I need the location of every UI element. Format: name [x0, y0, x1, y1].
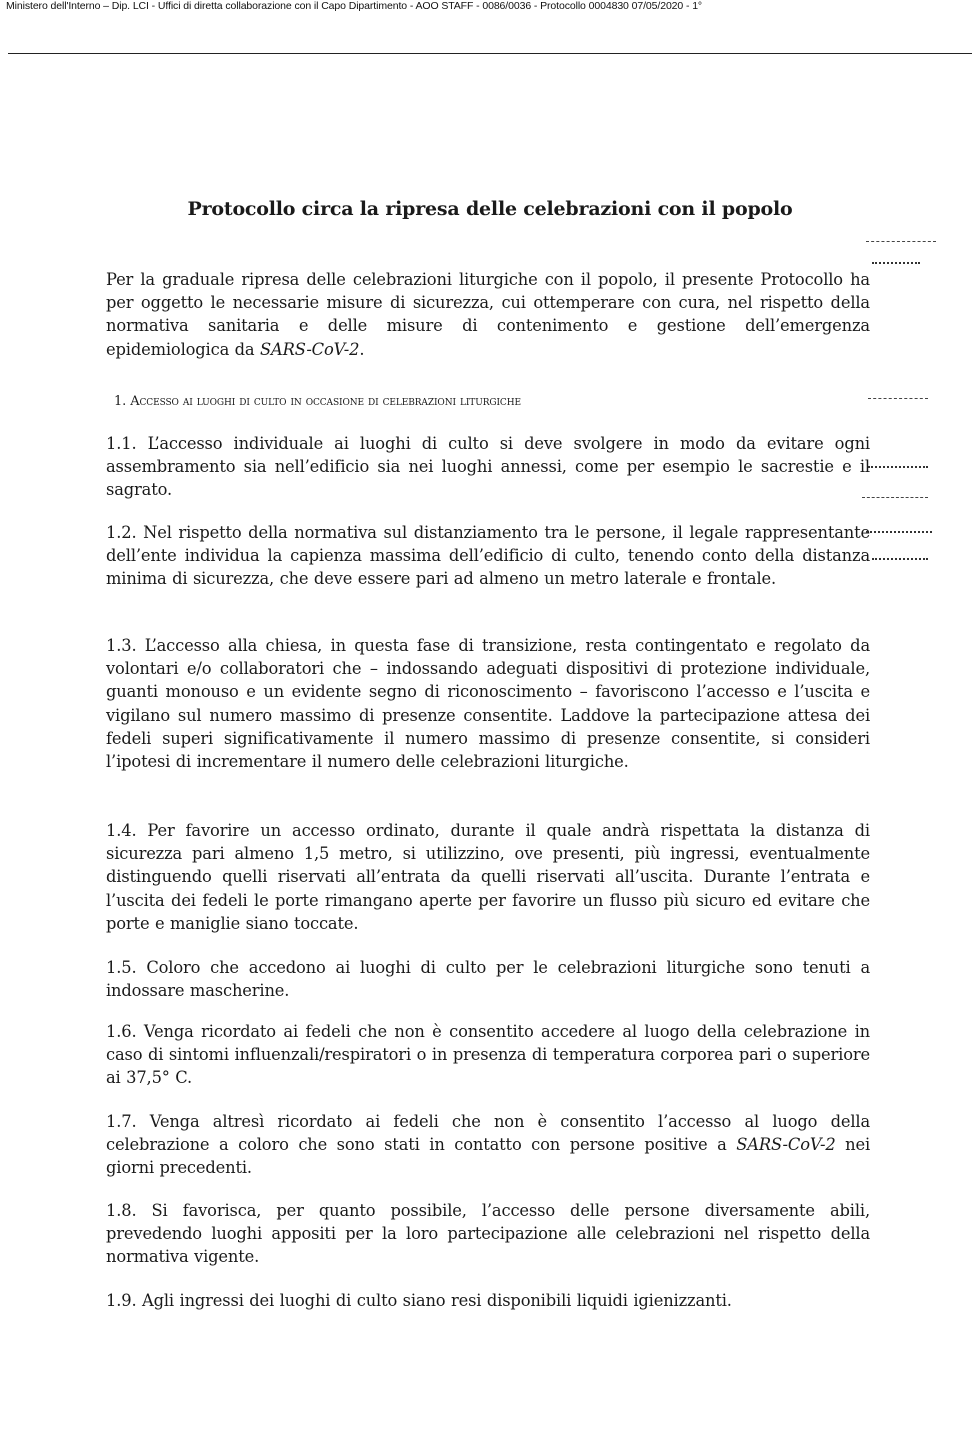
scan-artifact: [866, 531, 932, 533]
intro-text-end: .: [359, 339, 365, 359]
paragraph-1-8: 1.8. Si favorisca, per quanto possibile, l’accesso delle persone diversamente abili, prevedendo luoghi appositi per la loro partecipazione alle celebrazioni nel rispetto della normativa vigente.: [106, 1201, 870, 1267]
paragraph-1-7-text: 1.7. Venga altresì ricordato ai fedeli che non è consentito l’accesso al luogo della celebrazione a coloro che sono stati in contatto con persone positive a: [106, 1112, 870, 1155]
paragraph-1-7: [106, 1110, 870, 1180]
paragraph-1-7-text-end: nei giorni precedenti.: [106, 1135, 871, 1178]
scan-artifact: [862, 497, 928, 498]
intro-virus-name: SARS-CoV-2: [260, 339, 360, 359]
paragraph-1-1: 1.1. L’accesso individuale ai luoghi di culto si deve svolgere in modo da evitare ogni assembramento sia nell’edificio sia nei luoghi annessi, come per esempio le sacrestie e il sagrato.: [106, 434, 870, 500]
paragraph-1-4: 1.4. Per favorire un accesso ordinato, durante il quale andrà rispettata la distanza di sicurezza pari almeno 1,5 metro, si utilizzino, ove presenti, più ingressi, eventualmente distinguendo quelli riservati all’entrata da quelli riservati all’uscita. Durante l’entrata e l’uscita dei fedeli le porte rimangano aperte per favorire un flusso più sicuro ed evitare che porte e maniglie siano toccate.: [106, 821, 870, 933]
paragraph-1-2: 1.2. Nel rispetto della normativa sul distanziamento tra le persone, il legale rappresentante dell’ente individua la capienza massima dell’edificio di culto, tenendo conto della distanza minima di sicurezza, che deve essere pari ad almeno un metro laterale e frontale.: [106, 523, 870, 589]
scan-artifact: [872, 558, 928, 560]
intro-text: Per la graduale ripresa delle celebrazioni liturgiche con il popolo, il presente Protocollo ha per oggetto le necessarie misure di sicurezza, cui ottemperare con cura, nel rispetto della normativa sanitaria e delle misure di contenimento e gestione dell’emergenza epidemiologica da: [106, 270, 870, 359]
scan-artifact: [872, 262, 920, 264]
protocol-stamp-header: Ministero dell'Interno – Dip. LCI - Uffici di diretta collaborazione con il Capo Dipartimento - AOO STAFF - 0086/0036 - Protocollo 0004830 07/05/2020 - 1°: [6, 0, 703, 12]
paragraph-1-6: 1.6. Venga ricordato ai fedeli che non è consentito accedere al luogo della celebrazione in caso di sintomi influenzali/respiratori o in presenza di temperatura corporea pari o superiore ai 37,5° C.: [106, 1022, 870, 1088]
scan-artifact: [868, 398, 928, 399]
scan-artifact: [866, 241, 936, 242]
section-heading-1: 1. Accesso ai luoghi di culto in occasione di celebrazioni liturgiche: [114, 394, 521, 409]
paragraph-1-9: 1.9. Agli ingressi dei luoghi di culto siano resi disponibili liquidi igienizzanti.: [106, 1291, 732, 1310]
paragraph-1-3: 1.3. L’accesso alla chiesa, in questa fase di transizione, resta contingentato e regolato da volontari e/o collaboratori che – indossando adeguati dispositivi di protezione individuale, guanti monouso e un evidente segno di riconoscimento – favoriscono l’accesso e l’uscita e vigilano sul numero massimo di presenze consentite. Laddove la partecipazione attesa dei fedeli superi significativamente il numero massimo di presenze consentite, si consideri l’ipotesi di incrementare il numero delle celebrazioni liturgiche.: [106, 636, 870, 772]
intro-paragraph: [106, 268, 870, 361]
paragraph-1-5: 1.5. Coloro che accedono ai luoghi di culto per le celebrazioni liturgiche sono tenuti a indossare mascherine.: [106, 958, 870, 1001]
header-divider: [8, 53, 972, 54]
scan-artifact: [868, 466, 928, 468]
paragraph-1-7-virus-name: SARS-CoV-2: [736, 1135, 836, 1155]
document-title: Protocollo circa la ripresa delle celebrazioni con il popolo: [187, 198, 793, 220]
